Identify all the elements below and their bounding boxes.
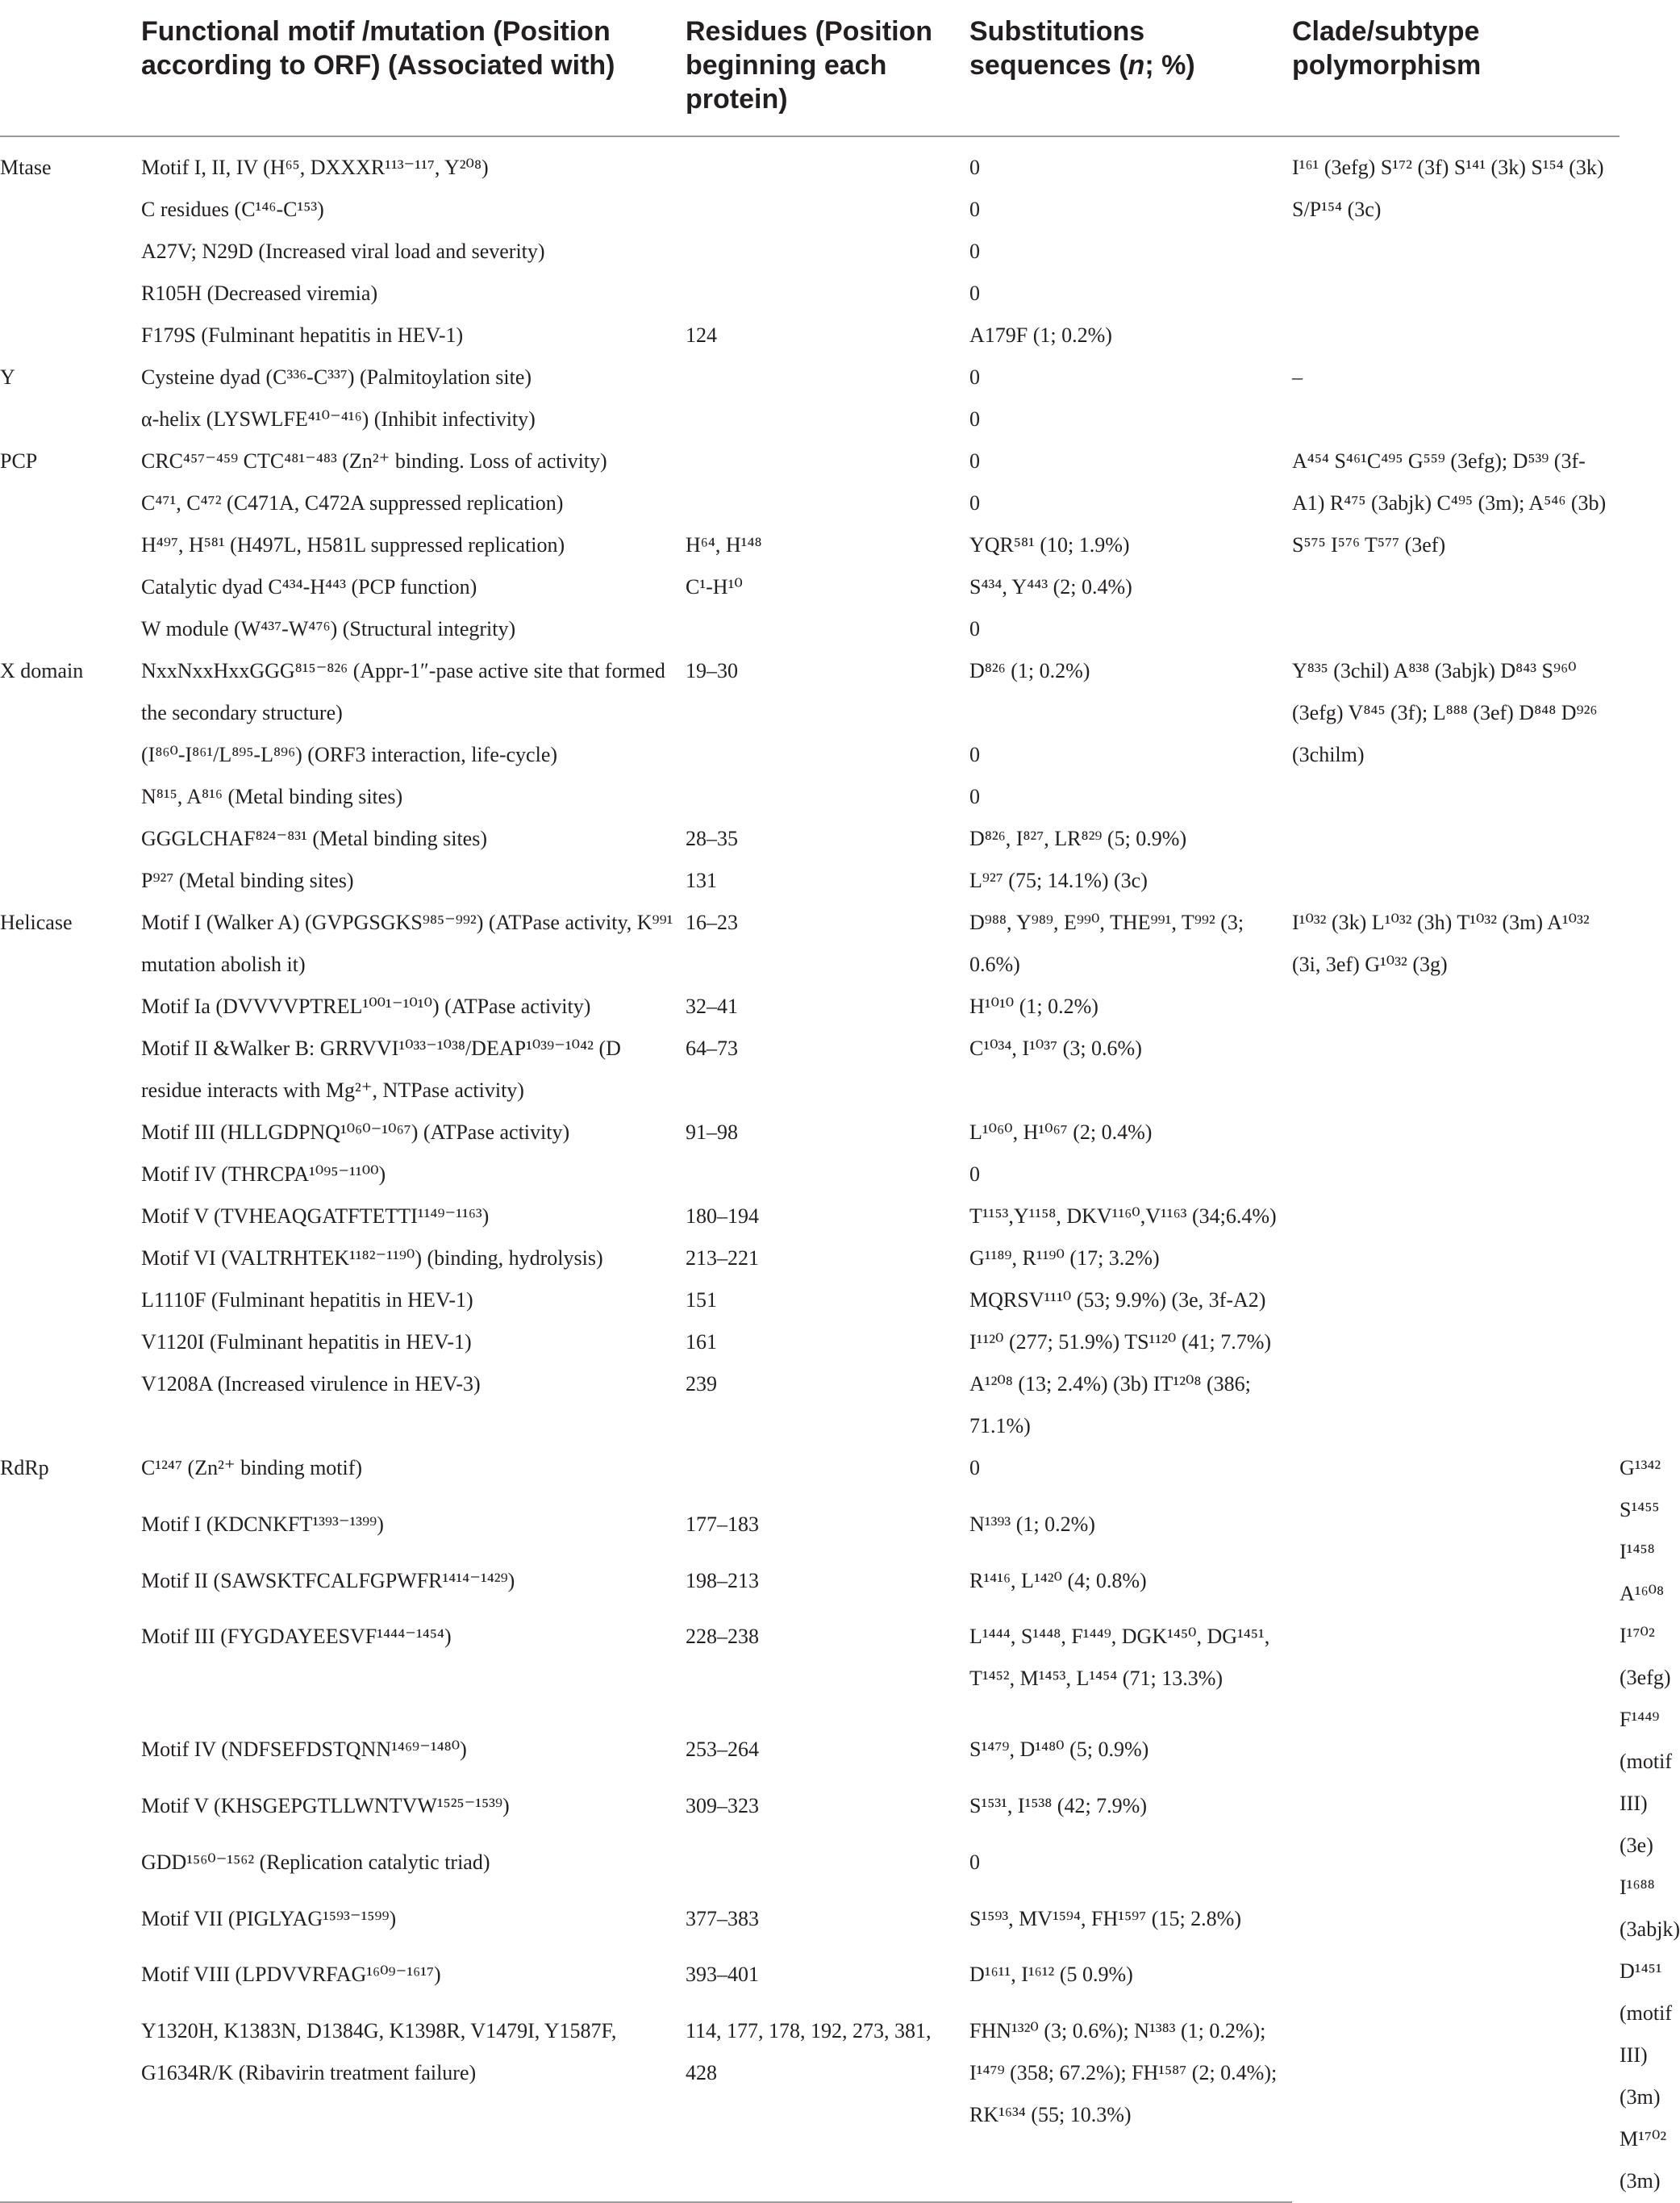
motif-cell: Y1320H, K1383N, D1384G, K1398R, V1479I, Y1587F, G1634R/K (Ribavirin treatment failure) [141, 2010, 686, 2202]
substitutions-cell: A¹²⁰⁸ (13; 2.4%) (3b) IT¹²⁰⁸ (386; 71.1%) [969, 1372, 1251, 1437]
residues-cell: 151 [686, 1288, 717, 1312]
domain-cell [0, 860, 141, 902]
motif-cell: C¹²⁴⁷ (Zn²⁺ binding motif) [141, 1456, 363, 1479]
table-row [0, 440, 1620, 482]
substitutions-cell: S¹⁵³¹, I¹⁵³⁸ (42; 7.9%) [969, 1793, 1147, 1817]
motif-cell: Motif V (KHSGEPGTLLWNTVW¹⁵²⁵⁻¹⁵³⁹) [141, 1793, 510, 1817]
domain-cell [0, 608, 141, 650]
substitutions-cell: L⁹²⁷ (75; 14.1%) (3c) [969, 869, 1148, 892]
motif-cell: Motif II &Walker B: GRRVVI¹⁰³³⁻¹⁰³⁸/DEAP¹⁰³⁹⁻¹⁰⁴² (D residue interacts with Mg²⁺, NTPase activity) [141, 1037, 621, 1102]
domain-cell [0, 189, 141, 231]
motif-cell: Motif III (HLLGDPNQ¹⁰⁶⁰⁻¹⁰⁶⁷) (ATPase activity) [141, 1120, 570, 1144]
residues-cell: C¹-H¹⁰ [686, 575, 743, 599]
residues-cell [686, 1154, 969, 1195]
substitutions-cell: 0 [969, 617, 980, 640]
residues-cell: 177–183 [686, 1512, 759, 1536]
residues-cell: 114, 177, 178, 192, 273, 381, 428 [686, 2010, 969, 2202]
residues-cell: 91–98 [686, 1120, 738, 1144]
residues-cell [686, 608, 969, 650]
residues-cell: 377–383 [686, 1906, 759, 1930]
substitutions-cell: S¹⁴⁷⁹, D¹⁴⁸⁰ (5; 0.9%) [969, 1738, 1149, 1762]
residues-cell [686, 734, 969, 776]
residues-cell: 180–194 [686, 1204, 759, 1228]
motif-cell: Motif Ia (DVVVVPTREL¹⁰⁰¹⁻¹⁰¹⁰) (ATPase activity) [141, 995, 591, 1018]
motif-cell: Motif VI (VALTRHTEK¹¹⁸²⁻¹¹⁹⁰) (binding, hydrolysis) [141, 1246, 603, 1270]
substitutions-cell: I¹¹²⁰ (277; 51.9%) TS¹¹²⁰ (41; 7.7%) [969, 1330, 1272, 1354]
domain-cell [0, 1729, 141, 1785]
residues-cell: 161 [686, 1330, 717, 1354]
polymorphism-cell: – [1292, 365, 1303, 389]
residues-cell: 19–30 [686, 659, 738, 682]
substitutions-cell: C¹⁰³⁴, I¹⁰³⁷ (3; 0.6%) [969, 1037, 1142, 1060]
residues-cell: 253–264 [686, 1738, 759, 1762]
header-polymorphism: Clade/subtype polymorphism [1292, 0, 1620, 136]
domain-cell [0, 1028, 141, 1112]
residues-cell [686, 776, 969, 818]
table-row [0, 1898, 1620, 1955]
motif-cell: Cysteine dyad (C³³⁶-C³³⁷) (Palmitoylation site) [141, 365, 532, 389]
header-motif: Functional motif /mutation (Position according to ORF) (Associated with) [141, 0, 686, 136]
table-row [0, 1954, 1620, 2010]
motif-cell: NxxNxxHxxGGG⁸¹⁵⁻⁸²⁶ (Appr-1″-pase active site that formed the secondary structure) [141, 659, 665, 724]
substitutions-cell: 0 [969, 1456, 980, 1479]
domain-cell [0, 1842, 141, 1898]
motif-cell: Motif V (TVHEAQGATFTETTI¹¹⁴⁹⁻¹¹⁶³) [141, 1204, 490, 1228]
substitutions-cell: 0 [969, 407, 980, 431]
motif-cell: α-helix (LYSWLFE⁴¹⁰⁻⁴¹⁶) (Inhibit infectivity) [141, 407, 536, 431]
domain-cell [0, 734, 141, 776]
substitutions-cell: N¹³⁹³ (1; 0.2%) [969, 1512, 1095, 1536]
substitutions-cell: T¹¹⁵³,Y¹¹⁵⁸, DKV¹¹⁶⁰,V¹¹⁶³ (34;6.4%) [969, 1204, 1277, 1228]
substitutions-cell: 0 [969, 785, 980, 808]
residues-cell: 131 [686, 869, 717, 892]
residues-cell: 239 [686, 1372, 717, 1396]
motif-cell: (I⁸⁶⁰-I⁸⁶¹/L⁸⁹⁵-L⁸⁹⁶) (ORF3 interaction, life-cycle) [141, 743, 558, 766]
motif-cell: CRC⁴⁵⁷⁻⁴⁵⁹ CTC⁴⁸¹⁻⁴⁸³ (Zn²⁺ binding. Loss of activity) [141, 449, 607, 473]
motif-cell: Motif IV (NDFSEFDSTQNN¹⁴⁶⁹⁻¹⁴⁸⁰) [141, 1738, 467, 1762]
residues-cell: 16–23 [686, 911, 738, 934]
domain-cell: Mtase [0, 156, 52, 179]
motif-cell: GDD¹⁵⁶⁰⁻¹⁵⁶² (Replication catalytic triad) [141, 1850, 490, 1874]
table-row [0, 357, 1620, 398]
domain-cell [0, 1363, 141, 1447]
motif-cell: C residues (C¹⁴⁶-C¹⁵³) [141, 198, 324, 221]
motif-cell: F179S (Fulminant hepatitis in HEV-1) [141, 323, 464, 347]
domain-cell [0, 398, 141, 440]
domain-cell [0, 1195, 141, 1237]
domain-cell [0, 566, 141, 608]
residues-cell [686, 189, 969, 231]
motif-cell: Motif IV (THRCPA¹⁰⁹⁵⁻¹¹⁰⁰) [141, 1162, 386, 1186]
motif-cell: C⁴⁷¹, C⁴⁷² (C471A, C472A suppressed replication) [141, 491, 564, 515]
polymorphism-cell: I¹⁶¹ (3efg) S¹⁷² (3f) S¹⁴¹ (3k) S¹⁵⁴ (3k) S/P¹⁵⁴ (3c) [1292, 156, 1604, 221]
residues-cell [686, 398, 969, 440]
domain-cell [0, 273, 141, 315]
substitutions-cell: L¹⁰⁶⁰, H¹⁰⁶⁷ (2; 0.4%) [969, 1120, 1153, 1144]
residues-cell [686, 231, 969, 273]
residues-cell [686, 1447, 969, 1504]
motif-cell: Catalytic dyad C⁴³⁴-H⁴⁴³ (PCP function) [141, 575, 477, 599]
motif-cell: Motif VII (PIGLYAG¹⁵⁹³⁻¹⁵⁹⁹) [141, 1906, 397, 1930]
domain-cell [0, 482, 141, 524]
domain-cell [0, 1279, 141, 1321]
table-row [0, 1729, 1620, 1785]
motif-cell: P⁹²⁷ (Metal binding sites) [141, 869, 354, 892]
residues-cell [686, 482, 969, 524]
polymorphism-cell: I¹⁰³² (3k) L¹⁰³² (3h) T¹⁰³² (3m) A¹⁰³² (3i, 3ef) G¹⁰³² (3g) [1292, 911, 1590, 976]
domain-cell [0, 1112, 141, 1154]
domain-cell: Helicase [0, 911, 73, 934]
table-header-row [0, 0, 1620, 136]
residues-cell: 28–35 [686, 827, 738, 850]
domain-cell [0, 1154, 141, 1195]
residues-cell: 228–238 [686, 1625, 759, 1649]
residues-cell: 393–401 [686, 1963, 759, 1987]
motif-cell: N⁸¹⁵, A⁸¹⁶ (Metal binding sites) [141, 785, 403, 808]
motif-cell: Motif VIII (LPDVVRFAG¹⁶⁰⁹⁻¹⁶¹⁷) [141, 1963, 441, 1987]
substitutions-cell: 0 [969, 156, 980, 179]
residues-cell [686, 440, 969, 482]
residues-cell: 124 [686, 323, 717, 347]
substitutions-cell: 0 [969, 365, 980, 389]
table-row [0, 1785, 1620, 1842]
substitutions-cell: MQRSV¹¹¹⁰ (53; 9.9%) (3e, 3f-A2) [969, 1288, 1266, 1312]
table-row [0, 1504, 1620, 1560]
substitutions-cell: 0 [969, 449, 980, 473]
domain-cell [0, 1560, 141, 1617]
substitutions-cell: 0 [969, 1162, 980, 1186]
domain-cell: Y [0, 365, 15, 389]
substitutions-cell: FHN¹³²⁰ (3; 0.6%); N¹³⁸³ (1; 0.2%); I¹⁴⁷⁹ (358; 67.2%); FH¹⁵⁸⁷ (2; 0.4%); RK¹⁶³⁴ (55; 10.3%) [969, 2010, 1292, 2202]
header-substitutions: Substitutions sequences (n; %) [969, 0, 1292, 136]
motif-cell: Motif I, II, IV (H⁶⁵, DXXXR¹¹³⁻¹¹⁷, Y²⁰⁸) [141, 156, 489, 179]
motif-cell: Motif I (KDCNKFT¹³⁹³⁻¹³⁹⁹) [141, 1512, 384, 1536]
domain-cell [0, 1616, 141, 1729]
residues-cell: 64–73 [686, 1037, 738, 1060]
domain-cell [0, 986, 141, 1028]
residues-cell [686, 357, 969, 398]
substitutions-cell: S⁴³⁴, Y⁴⁴³ (2; 0.4%) [969, 575, 1132, 599]
motif-cell: A27V; N29D (Increased viral load and severity) [141, 240, 545, 263]
substitutions-cell: G¹¹⁸⁹, R¹¹⁹⁰ (17; 3.2%) [969, 1246, 1160, 1270]
substitutions-cell: H¹⁰¹⁰ (1; 0.2%) [969, 995, 1098, 1018]
motif-cell: Motif I (Walker A) (GVPGSGKS⁹⁸⁵⁻⁹⁹²) (ATPase activity, K⁹⁹¹ mutation abolish it) [141, 911, 673, 976]
residues-cell [686, 136, 969, 189]
table-row [0, 1560, 1620, 1617]
table-body [0, 136, 1680, 2202]
polymorphism-cell: A⁴⁵⁴ S⁴⁶¹C⁴⁹⁵ G⁵⁵⁹ (3efg); D⁵³⁹ (3f-A1) R⁴⁷⁵ (3abjk) C⁴⁹⁵ (3m); A⁵⁴⁶ (3b) S⁵⁷⁵ I⁵⁷⁶ T⁵⁷⁷ (3ef) [1292, 449, 1607, 557]
residues-cell: 309–323 [686, 1793, 759, 1817]
table-row [0, 2010, 1620, 2202]
motif-cell: L1110F (Fulminant hepatitis in HEV-1) [141, 1288, 473, 1312]
domain-cell: PCP [0, 449, 38, 473]
table-row [0, 1842, 1620, 1898]
substitutions-cell: 0 [969, 282, 980, 305]
substitutions-cell: 0 [969, 198, 980, 221]
motif-cell: GGGLCHAF⁸²⁴⁻⁸³¹ (Metal binding sites) [141, 827, 487, 850]
motif-cell: Motif III (FYGDAYEESVF¹⁴⁴⁴⁻¹⁴⁵⁴) [141, 1625, 452, 1649]
substitutions-cell: R¹⁴¹⁶, L¹⁴²⁰ (4; 0.8%) [969, 1568, 1147, 1592]
substitutions-cell: S¹⁵⁹³, MV¹⁵⁹⁴, FH¹⁵⁹⁷ (15; 2.8%) [969, 1906, 1241, 1930]
domain-cell [0, 1954, 141, 2010]
motif-cell: V1208A (Increased virulence in HEV-3) [141, 1372, 481, 1396]
domain-cell [0, 1321, 141, 1363]
substitutions-cell: D⁹⁸⁸, Y⁹⁸⁹, E⁹⁹⁰, THE⁹⁹¹, T⁹⁹² (3; 0.6%) [969, 911, 1244, 976]
motif-cell: V1120I (Fulminant hepatitis in HEV-1) [141, 1330, 472, 1354]
domain-cell [0, 776, 141, 818]
domain-cell [0, 1237, 141, 1279]
domain-cell: RdRp [0, 1456, 49, 1479]
residues-cell [686, 273, 969, 315]
domain-cell: X domain [0, 659, 84, 682]
domain-cell [0, 315, 141, 357]
substitutions-cell: D⁸²⁶, I⁸²⁷, LR⁸²⁹ (5; 0.9%) [969, 827, 1187, 850]
substitutions-cell: 0 [969, 240, 980, 263]
domain-cell [0, 1504, 141, 1560]
residues-cell [686, 1842, 969, 1898]
substitutions-cell: YQR⁵⁸¹ (10; 1.9%) [969, 533, 1130, 557]
residues-cell: 213–221 [686, 1246, 759, 1270]
domain-cell [0, 2010, 141, 2202]
residues-cell: 198–213 [686, 1568, 759, 1592]
substitutions-cell: D⁸²⁶ (1; 0.2%) [969, 659, 1090, 682]
domain-cell [0, 818, 141, 860]
residues-cell: 32–41 [686, 995, 738, 1018]
substitutions-cell: 0 [969, 491, 980, 515]
residues-cell: H⁶⁴, H¹⁴⁸ [686, 533, 762, 557]
substitutions-cell: D¹⁶¹¹, I¹⁶¹² (5 0.9%) [969, 1963, 1133, 1987]
table-row [0, 136, 1620, 189]
table-row [0, 902, 1620, 986]
domain-cell [0, 231, 141, 273]
substitutions-cell: L¹⁴⁴⁴, S¹⁴⁴⁸, F¹⁴⁴⁹, DGK¹⁴⁵⁰, DG¹⁴⁵¹, T¹⁴⁵², M¹⁴⁵³, L¹⁴⁵⁴ (71; 13.3%) [969, 1625, 1270, 1691]
domain-cell [0, 1898, 141, 1955]
motif-cell: R105H (Decreased viremia) [141, 282, 378, 305]
motif-cell: H⁴⁹⁷, H⁵⁸¹ (H497L, H581L suppressed replication) [141, 533, 565, 557]
header-residues: Residues (Position beginning each protein) [686, 0, 969, 136]
motif-cell: Motif II (SAWSKTFCALFGPWFR¹⁴¹⁴⁻¹⁴²⁹) [141, 1568, 515, 1592]
substitutions-cell: 0 [969, 743, 980, 766]
table-row [0, 1616, 1620, 1729]
domain-cell [0, 1785, 141, 1842]
substitutions-cell: 0 [969, 1850, 980, 1874]
table-row: RdRp C¹²⁴⁷ (Zn²⁺ binding motif) 0 G¹³⁴² S¹⁴⁵⁵ I¹⁴⁵⁸ A¹⁶⁰⁸ I¹⁷⁰² (3efg) F¹⁴⁴⁹ (motif III) (3e) I¹⁶⁸⁸ (3abjk) D¹⁴⁵¹ (motif III) (3m) M¹⁷⁰² (3m) [0, 1447, 1620, 1504]
polymorphism-cell: Y⁸³⁵ (3chil) A⁸³⁸ (3abjk) D⁸⁴³ S⁹⁶⁰ (3efg) V⁸⁴⁵ (3f); L⁸⁸⁸ (3ef) D⁸⁴⁸ D⁹²⁶ (3chilm) [1292, 659, 1598, 766]
domain-cell [0, 524, 141, 566]
header-domain [0, 0, 141, 136]
motif-cell: W module (W⁴³⁷-W⁴⁷⁶) (Structural integrity) [141, 617, 516, 640]
table-row [0, 650, 1620, 734]
substitutions-cell: A179F (1; 0.2%) [969, 323, 1112, 347]
